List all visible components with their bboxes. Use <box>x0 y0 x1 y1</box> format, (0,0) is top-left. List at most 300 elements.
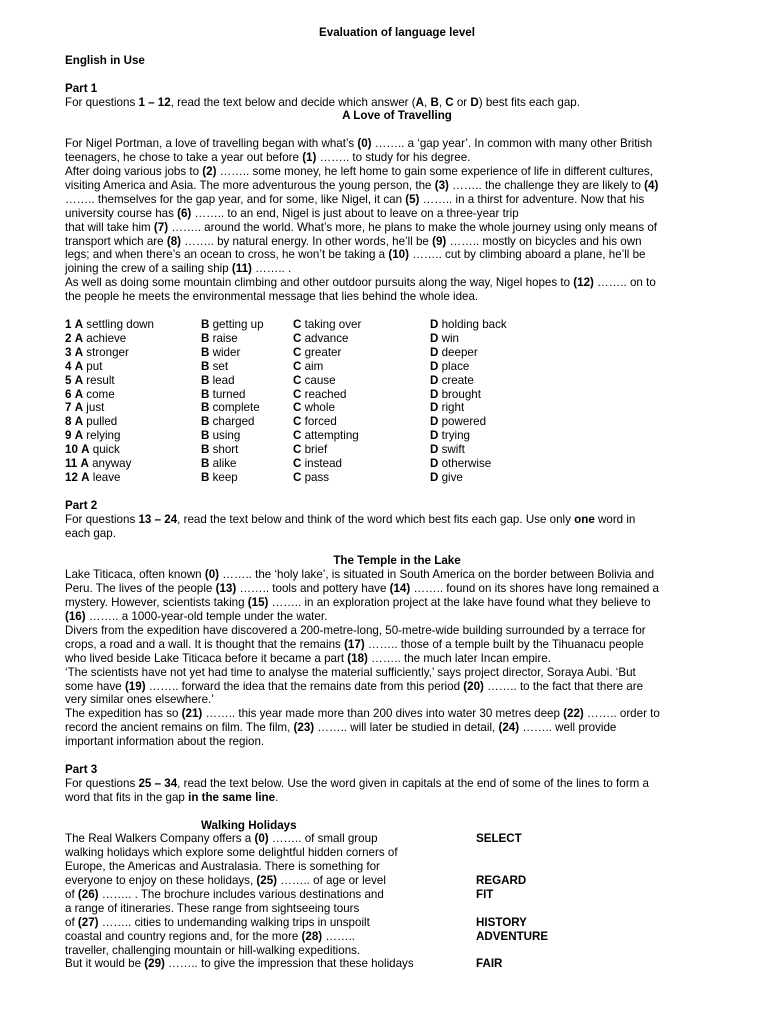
option-text: holding back <box>441 317 507 331</box>
option-text: put <box>86 359 103 373</box>
gap-number: (20) <box>463 679 484 693</box>
option-letter: C <box>293 331 302 345</box>
option-text: deeper <box>441 345 478 359</box>
word-formation-key: SELECT <box>476 832 522 846</box>
option-c <box>293 360 430 374</box>
question-number: 10 <box>65 443 78 457</box>
gap-number: (28) <box>301 929 323 943</box>
option-letter: A <box>74 317 84 331</box>
answer-row <box>65 457 570 471</box>
answer-row <box>65 388 570 402</box>
option-d <box>430 346 570 360</box>
option-text: aim <box>304 359 324 373</box>
option-text: powered <box>441 415 487 429</box>
passage-line <box>65 707 729 721</box>
option-letter: D <box>430 331 439 345</box>
option-text: advance <box>304 331 349 345</box>
text-segment: The Real Walkers Company offers a <box>65 832 255 846</box>
option-letter: A <box>74 429 84 443</box>
option-a <box>65 388 201 402</box>
passage-line <box>65 666 729 680</box>
word-formation-key: FIT <box>476 888 494 901</box>
option-b <box>201 401 293 415</box>
option-a <box>65 374 201 388</box>
option-text: swift <box>441 443 465 457</box>
instruction-line <box>65 527 729 541</box>
option-letter: B <box>201 345 210 359</box>
gap-number: 25 – 34 <box>138 776 178 790</box>
option-text: turned <box>212 387 246 401</box>
option-text: raise <box>212 331 238 345</box>
instruction-line <box>65 777 729 791</box>
gap-number: (9) <box>432 234 447 248</box>
option-text: trying <box>441 429 470 443</box>
text-segment: …….. by natural energy. In other words, he’ll be <box>181 234 433 248</box>
part3-instructions <box>65 777 729 805</box>
passage-line <box>65 693 729 707</box>
passage-line <box>65 165 729 179</box>
passage-line <box>65 624 729 638</box>
option-letter: D <box>430 415 439 429</box>
word-formation-key: REGARD <box>476 874 527 888</box>
text-segment: …….. . <box>251 262 292 276</box>
question-number: 9 <box>65 429 72 443</box>
gap-number: (26) <box>77 888 99 901</box>
question-number: 12 <box>65 470 78 484</box>
gap-number: one <box>574 512 595 526</box>
instruction-line <box>65 513 729 527</box>
option-letter: C <box>293 373 302 387</box>
text-segment: For questions <box>65 512 139 526</box>
option-c <box>293 429 430 443</box>
option-b <box>201 415 293 429</box>
option-letter: B <box>201 359 210 373</box>
word-formation-key: FAIR <box>476 957 503 971</box>
passage-line <box>65 680 729 694</box>
text-segment: ‘The scientists have not yet had time to analyse the material sufficiently,’ says project director, Soraya Aubi. ‘But <box>65 665 636 679</box>
text-segment: visiting America and Asia. The more adventurous the young person, the <box>65 178 435 192</box>
part1-text-title: A Love of Travelling <box>342 109 452 123</box>
option-text: stronger <box>86 345 129 359</box>
option-letter: C <box>293 345 302 359</box>
text-segment: the people he meets the environmental message that lies behind the whole idea. <box>65 290 479 304</box>
option-c <box>293 401 430 415</box>
word-formation-key: ADVENTURE <box>476 929 549 943</box>
passage-line <box>65 652 729 666</box>
option-letter: D <box>430 373 439 387</box>
question-number: 1 <box>65 317 72 331</box>
option-letter: B <box>201 457 210 471</box>
gap-number: (3) <box>434 178 449 192</box>
question-number: 3 <box>65 345 72 359</box>
gap-number: (16) <box>65 609 86 623</box>
question-number: 2 <box>65 331 72 345</box>
text-segment: teenagers, he chose to take a year out before <box>65 151 303 165</box>
passage-line <box>65 235 729 249</box>
gap-number: (19) <box>124 679 146 693</box>
text-segment: As well as doing some mountain climbing and other outdoor pursuits along the way, Nigel hopes to <box>65 276 574 290</box>
option-d <box>430 457 570 471</box>
option-text: taking over <box>304 317 362 331</box>
option-letter: C <box>293 401 302 415</box>
option-a <box>65 457 201 471</box>
text-segment: joining the crew of a sailing ship <box>65 262 232 276</box>
passage-line <box>65 902 729 916</box>
option-text: keep <box>212 470 238 484</box>
text-segment: some have <box>65 679 125 693</box>
text-segment: …….. in an exploration project at the lake have found what they believe to <box>268 596 651 610</box>
text-segment: …….. <box>322 929 356 943</box>
option-text: place <box>441 359 470 373</box>
option-a <box>65 318 201 332</box>
part2-text-title: The Temple in the Lake <box>333 554 461 568</box>
gap-number: in the same line <box>188 790 276 804</box>
passage-line <box>65 568 729 582</box>
option-text: whole <box>304 401 335 415</box>
option-letter: A <box>74 359 84 373</box>
option-text: reached <box>304 387 347 401</box>
option-d <box>430 318 570 332</box>
question-number: 11 <box>65 457 78 471</box>
document-title: Evaluation of language level <box>319 26 475 39</box>
gap-number: (22) <box>563 707 584 721</box>
option-letter: C <box>293 359 302 373</box>
option-text: just <box>86 401 105 415</box>
option-letter: C <box>293 443 302 457</box>
text-segment: crops, a road and a wall. It is thought that the remains <box>65 637 345 651</box>
option-letter: D <box>430 429 439 443</box>
option-text: right <box>441 401 465 415</box>
passage-line <box>65 290 729 304</box>
option-text: come <box>86 387 115 401</box>
option-letter: B <box>201 387 210 401</box>
passage-line <box>65 721 729 735</box>
option-text: create <box>441 373 474 387</box>
passage-line <box>65 916 729 930</box>
gap-number: (15) <box>247 596 269 610</box>
gap-number: (2) <box>202 165 217 179</box>
gap-number: (10) <box>388 248 409 262</box>
part2-heading: Part 2 <box>65 498 98 512</box>
option-text: instead <box>304 457 342 471</box>
option-c <box>293 443 430 457</box>
gap-number: (8) <box>166 234 181 248</box>
option-text: achieve <box>86 331 127 345</box>
option-letter: B <box>201 331 210 345</box>
part3-text-title: Walking Holidays <box>201 818 297 832</box>
text-segment: …….. to an end, Nigel is just about to leave on a three-year trip <box>191 206 519 220</box>
gap-number: (24) <box>498 721 520 735</box>
text-segment: walking holidays which explore some delightful hidden corners of <box>65 846 398 860</box>
text-segment: For questions <box>65 776 139 790</box>
text-segment: For Nigel Portman, a love of travelling began with what’s <box>65 137 358 151</box>
passage-line <box>65 930 729 944</box>
option-text: result <box>86 373 115 387</box>
option-c <box>293 415 430 429</box>
text-segment: …….. . The brochure includes various destinations and <box>98 888 384 901</box>
text-segment: university course has <box>65 206 178 220</box>
part1-heading: Part 1 <box>65 81 98 95</box>
option-text: brought <box>441 387 481 401</box>
option-letter: A <box>81 470 90 484</box>
part2-instructions <box>65 513 729 541</box>
gap-number: (6) <box>177 206 192 220</box>
passage-line <box>65 582 729 596</box>
passage-line <box>65 276 729 290</box>
option-letter: C <box>293 387 302 401</box>
text-segment: …….. the ‘holy lake’, is situated in South America on the border between Bolivia and <box>219 568 655 582</box>
option-a <box>65 415 201 429</box>
option-letter: D <box>430 443 439 457</box>
option-letter: B <box>201 415 210 429</box>
part1-passage <box>65 137 729 304</box>
option-c <box>293 318 430 332</box>
passage-line <box>65 638 729 652</box>
option-letter: B <box>201 443 210 457</box>
option-text: win <box>441 331 460 345</box>
text-segment: …….. those of a temple built by the Tihuanacu people <box>364 637 644 651</box>
text-segment: Europe, the Americas and Australasia. There is something for <box>65 860 380 874</box>
part1-instructions: For questions 1 – 12, read the text below and decide which answer (A, B, C or D) best fits each gap. <box>65 95 580 109</box>
answer-row <box>65 415 570 429</box>
instruction-line <box>65 791 729 805</box>
passage-line <box>65 207 729 221</box>
text-segment: transport which are <box>65 234 167 248</box>
option-text: forced <box>304 415 337 429</box>
gap-number: (4) <box>644 178 659 192</box>
text-segment: …….. the much later Incan empire. <box>367 651 551 665</box>
option-a <box>65 360 201 374</box>
passage-line <box>65 596 729 610</box>
gap-number: (0) <box>204 568 220 582</box>
option-letter: D <box>430 457 439 471</box>
gap-number: (25) <box>256 874 278 888</box>
text-segment: , read the text below and think of the word which best fits each gap. Use only <box>177 512 575 526</box>
gap-number: (12) <box>573 276 594 290</box>
option-text: pulled <box>86 415 118 429</box>
option-b <box>201 471 293 485</box>
question-number: 5 <box>65 373 72 387</box>
word-formation-key: HISTORY <box>476 915 527 929</box>
gap-number: (11) <box>231 262 252 276</box>
text-segment: coastal and country regions and, for the more <box>65 929 302 943</box>
option-text: attempting <box>304 429 359 443</box>
text-segment: legs; and when there’s an ocean to cross, he won’t be taking a <box>65 248 389 262</box>
option-a <box>65 471 201 485</box>
option-text: leave <box>92 470 121 484</box>
text-segment: …….. mostly on bicycles and his own <box>446 234 642 248</box>
option-b <box>201 388 293 402</box>
text-segment: …….. to the fact that there are <box>483 679 644 693</box>
question-number: 8 <box>65 415 72 429</box>
option-a <box>65 429 201 443</box>
question-number: 7 <box>65 401 72 415</box>
text-segment: Peru. The lives of the people <box>65 582 216 596</box>
answer-row <box>65 360 570 374</box>
answer-row <box>65 471 570 485</box>
passage-line <box>65 832 729 846</box>
text-segment: …….. on to <box>593 276 656 290</box>
option-text: greater <box>304 345 342 359</box>
gap-number: (21) <box>181 707 203 721</box>
gap-number: (18) <box>347 651 368 665</box>
option-text: cause <box>304 373 336 387</box>
gap-number: (5) <box>405 192 420 206</box>
option-text: quick <box>92 443 120 457</box>
gap-number: (17) <box>344 637 365 651</box>
question-number: 6 <box>65 387 72 401</box>
option-d <box>430 415 570 429</box>
gap-number: (23) <box>293 721 315 735</box>
answer-row <box>65 443 570 457</box>
text-segment: everyone to enjoy on these holidays, <box>65 874 257 888</box>
answer-row <box>65 401 570 415</box>
passage-line <box>65 193 729 207</box>
gap-number: (7) <box>153 220 169 234</box>
text-segment: Divers from the expedition have discovered a 200-metre-long, 50-metre-wide building surrounded by a terrace for <box>65 623 646 637</box>
text-segment: of <box>65 888 78 901</box>
option-text: anyway <box>92 457 132 471</box>
passage-line <box>65 221 729 235</box>
option-letter: A <box>74 373 84 387</box>
option-letter: A <box>74 401 84 415</box>
option-letter: A <box>74 415 84 429</box>
answer-row <box>65 332 570 346</box>
option-letter: C <box>293 470 302 484</box>
text-segment: …….. found on its shores have long remained a <box>410 582 659 596</box>
gap-number: (0) <box>357 137 372 151</box>
passage-line <box>65 944 729 958</box>
text-segment: traveller, challenging mountain or hill-walking expeditions. <box>65 943 361 957</box>
option-c <box>293 374 430 388</box>
option-c <box>293 388 430 402</box>
text-segment: each gap. <box>65 526 116 540</box>
text-segment: …….. a ‘gap year’. In common with many other British <box>371 137 653 151</box>
passage-line <box>65 957 729 971</box>
option-letter: D <box>430 345 439 359</box>
option-letter: B <box>201 401 210 415</box>
text-segment: …….. to study for his degree. <box>316 151 471 165</box>
option-b <box>201 332 293 346</box>
option-d <box>430 374 570 388</box>
option-c <box>293 332 430 346</box>
text-segment: . <box>275 790 279 804</box>
text-segment: …….. some money, he left home to gain some experience of life in different cultures, <box>216 165 653 179</box>
gap-number: (0) <box>254 832 269 846</box>
gap-number: (29) <box>144 957 165 971</box>
text-segment: that will take him <box>65 220 154 234</box>
text-segment: …….. a 1000-year-old temple under the water. <box>85 609 328 623</box>
text-segment: After doing various jobs to <box>65 165 203 179</box>
gap-number: (14) <box>389 582 411 596</box>
answer-row <box>65 374 570 388</box>
option-letter: D <box>430 317 439 331</box>
text-segment: But it would be <box>65 957 145 971</box>
option-c <box>293 346 430 360</box>
part3-passage <box>65 832 729 971</box>
option-letter: D <box>430 470 439 484</box>
option-a <box>65 443 201 457</box>
passage-line <box>65 874 729 888</box>
part2-passage <box>65 568 729 749</box>
gap-number: (13) <box>215 582 237 596</box>
text-segment: …….. tools and pottery have <box>236 582 390 596</box>
option-letter: D <box>430 387 439 401</box>
answer-row <box>65 346 570 360</box>
text-segment: a range of itineraries. These range from sightseeing tours <box>65 901 360 915</box>
document-page <box>65 26 729 971</box>
option-b <box>201 346 293 360</box>
option-letter: C <box>293 429 302 443</box>
option-letter: A <box>80 457 89 471</box>
text-segment: The expedition has so <box>65 707 182 721</box>
option-letter: B <box>201 470 210 484</box>
text-segment: …….. to give the impression that these holidays <box>164 957 414 971</box>
text-segment: Lake Titicaca, often known <box>65 568 205 582</box>
text-segment: important information about the region. <box>65 735 265 749</box>
answer-row <box>65 318 570 332</box>
option-letter: A <box>74 345 84 359</box>
passage-line <box>65 735 729 749</box>
passage-line <box>65 846 729 860</box>
text-segment: word that fits in the gap <box>65 790 189 804</box>
text-segment: , read the text below. Use the word given in capitals at the end of some of the lines to form a <box>177 776 649 790</box>
option-c <box>293 457 430 471</box>
option-a <box>65 332 201 346</box>
gap-number: (1) <box>302 151 317 165</box>
gap-number: 13 – 24 <box>138 512 178 526</box>
option-letter: B <box>201 429 210 443</box>
option-d <box>430 471 570 485</box>
text-segment: …….. will later be studied in detail, <box>314 721 499 735</box>
option-d <box>430 401 570 415</box>
option-letter: C <box>293 415 302 429</box>
option-b <box>201 360 293 374</box>
option-a <box>65 401 201 415</box>
option-letter: B <box>201 373 210 387</box>
option-letter: C <box>293 317 302 331</box>
answer-row <box>65 429 570 443</box>
text-segment: …….. cut by climbing aboard a plane, he’ll be <box>408 248 646 262</box>
option-text: lead <box>212 373 235 387</box>
text-segment: …….. forward the idea that the remains date from this period <box>145 679 464 693</box>
option-text: relying <box>86 429 121 443</box>
passage-line <box>65 179 729 193</box>
option-d <box>430 332 570 346</box>
option-b <box>201 457 293 471</box>
option-b <box>201 443 293 457</box>
text-segment: …….. around the world. What’s more, he plans to make the whole journey using only means of <box>168 220 658 234</box>
text-segment: …….. of age or level <box>277 874 386 888</box>
option-a <box>65 346 201 360</box>
passage-line <box>65 137 729 151</box>
option-b <box>201 374 293 388</box>
option-b <box>201 429 293 443</box>
text-segment: …….. in a thirst for adventure. Now that his <box>419 192 645 206</box>
option-text: brief <box>304 443 328 457</box>
option-text: wider <box>212 345 241 359</box>
option-text: settling down <box>86 317 154 331</box>
option-letter: A <box>74 331 84 345</box>
option-b <box>201 318 293 332</box>
text-segment: of <box>65 915 78 929</box>
option-c <box>293 471 430 485</box>
text-segment: who lived beside Lake Titicaca before it became a part <box>65 651 348 665</box>
text-segment: …….. well provide <box>519 721 617 735</box>
option-d <box>430 443 570 457</box>
option-text: alike <box>212 457 237 471</box>
text-segment: mystery. However, scientists taking <box>65 596 248 610</box>
